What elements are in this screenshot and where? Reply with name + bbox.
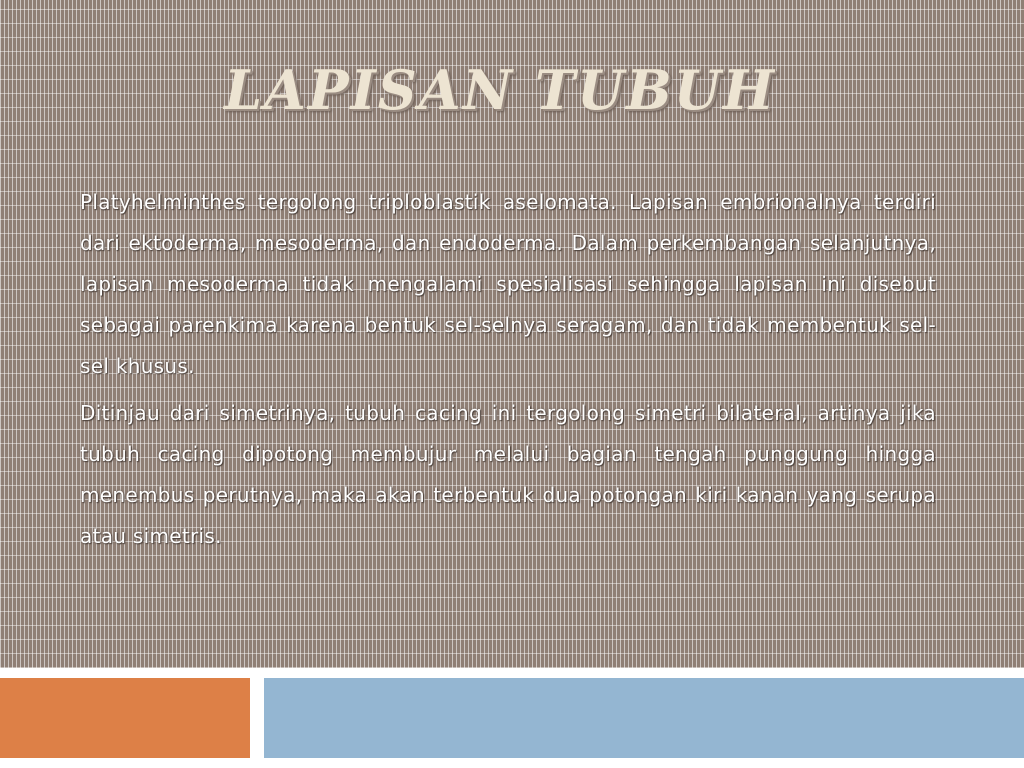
paragraph-lapisan: Platyhelminthes tergolong triploblastik aselomata. Lapisan embrionalnya terdiri dari ektoderma, mesoderma, dan endoderma. Dalam perkembangan selanjutnya, lapisan mesoderma tidak mengalami spesialisasi sehingga lapisan ini disebut sebagai parenkima karena bentuk sel-selnya seragam, dan tidak membentuk sel-sel khusus. (80, 190, 936, 378)
footer-orange-block (0, 678, 250, 758)
slide-title: LAPISAN TUBUH (224, 58, 776, 122)
footer-blue-block (264, 678, 1024, 758)
slide-body (80, 182, 936, 563)
paragraph-simetri: Ditinjau dari simetrinya, tubuh cacing ini tergolong simetri bilateral, artinya jika tubuh cacing dipotong membujur melalui bagian tengah punggung hingga menembus perutnya, maka akan terbentuk dua potongan kiri kanan yang serupa atau simetris. (80, 401, 936, 548)
